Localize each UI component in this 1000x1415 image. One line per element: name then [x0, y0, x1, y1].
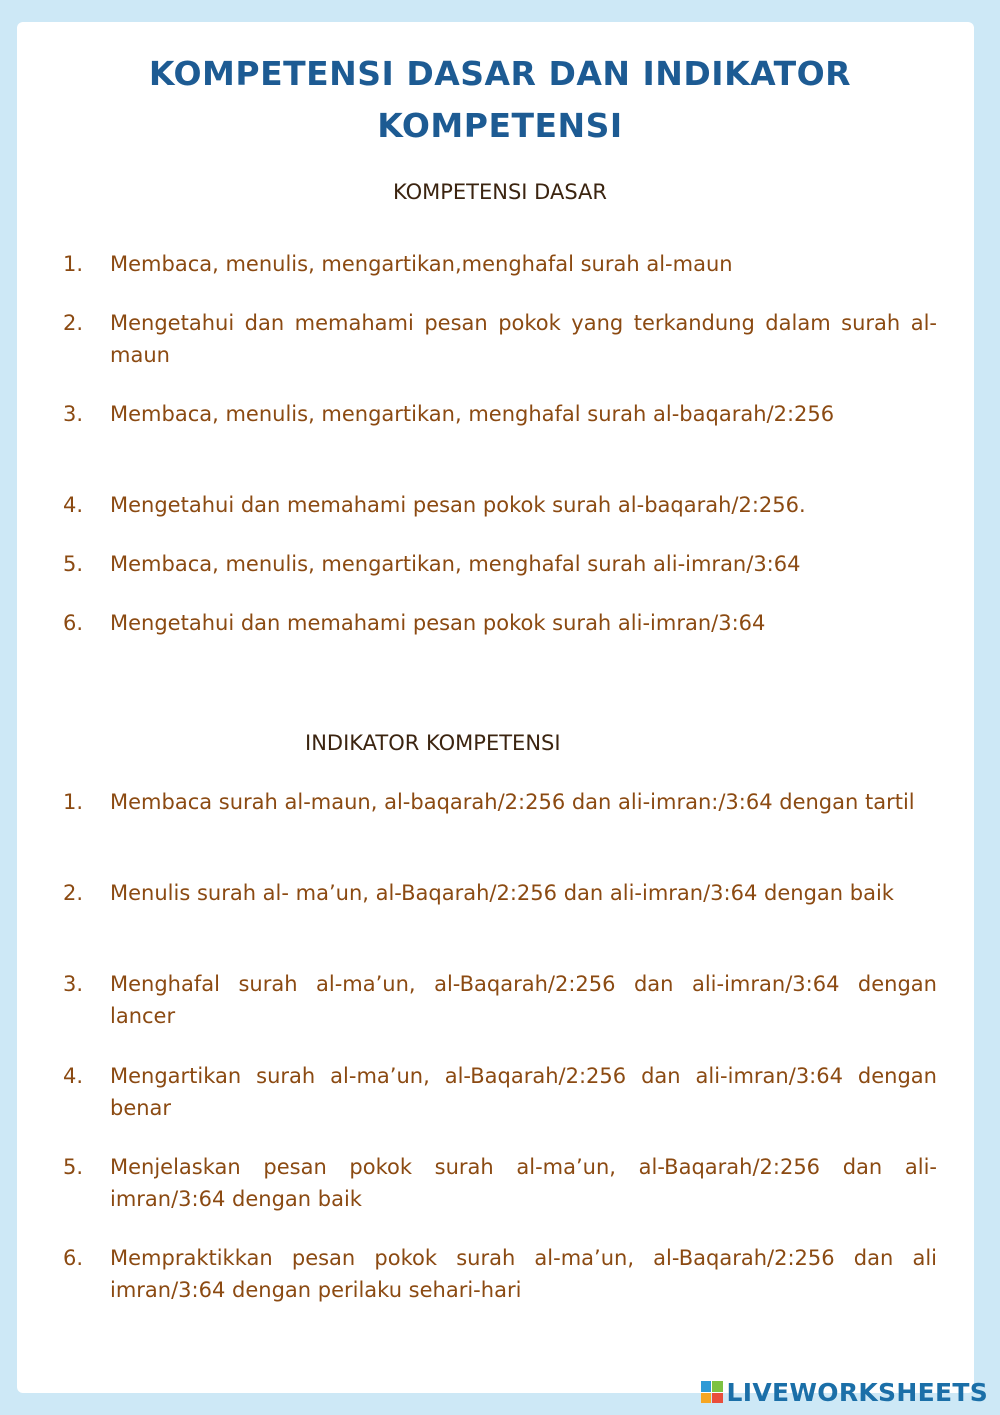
- list-item-number: 5.: [63, 552, 84, 576]
- section-heading-indikator-kompetensi: INDIKATOR KOMPETENSI: [305, 731, 561, 755]
- list-item-number: 2.: [63, 311, 84, 335]
- page-title-line-2: KOMPETENSI: [377, 106, 623, 145]
- list-item-number: 1.: [63, 790, 84, 814]
- list-item-text: Mempraktikkan pesan pokok surah al-ma’un, al-Baqarah/2:256 dan ali imran/3:64 dengan perilaku sehari-hari: [110, 1246, 937, 1302]
- list-item-text: Menghafal surah al-ma’un, al-Baqarah/2:256 dan ali-imran/3:64 dengan lancer: [110, 972, 937, 1028]
- list-item-text: Mengetahui dan memahami pesan pokok surah ali-imran/3:64: [110, 611, 766, 635]
- brand-name: LIVEWORKSHEETS: [726, 1377, 988, 1407]
- list-item-number: 4.: [63, 1064, 84, 1088]
- list-item-text: Menulis surah al- ma’un, al-Baqarah/2:256 dan ali-imran/3:64 dengan baik: [110, 881, 894, 905]
- list-item-text: Mengetahui dan memahami pesan pokok surah al-baqarah/2:256.: [110, 493, 806, 517]
- list-item-text: Menjelaskan pesan pokok surah al-ma’un, al-Baqarah/2:256 dan ali-imran/3:64 dengan baik: [110, 1155, 937, 1211]
- section-heading-kompetensi-dasar: KOMPETENSI DASAR: [392, 180, 608, 204]
- list-item-number: 6.: [63, 1246, 84, 1270]
- list-item-text: Membaca, menulis, mengartikan,menghafal surah al-maun: [110, 252, 733, 276]
- list-item-text: Mengetahui dan memahami pesan pokok yang terkandung dalam surah al-maun: [110, 311, 937, 367]
- list-item-text: Membaca surah al-maun, al-baqarah/2:256 dan ali-imran:/3:64 dengan tartil: [110, 790, 915, 814]
- list-item-number: 1.: [63, 252, 84, 276]
- list-item-number: 6.: [63, 611, 84, 635]
- list-item-text: Membaca, menulis, mengartikan, menghafal surah ali-imran/3:64: [110, 552, 801, 576]
- list-item-number: 2.: [63, 881, 84, 905]
- list-item-number: 5.: [63, 1155, 84, 1179]
- list-item-number: 3.: [63, 402, 84, 426]
- list-item-text: Membaca, menulis, mengartikan, menghafal surah al-baqarah/2:256: [110, 402, 835, 426]
- liveworksheets-logo-icon: [701, 1381, 723, 1403]
- list-item-text: Mengartikan surah al-ma’un, al-Baqarah/2:256 dan ali-imran/3:64 dengan benar: [110, 1064, 937, 1120]
- page-title-line-1: KOMPETENSI DASAR DAN INDIKATOR: [148, 54, 852, 93]
- liveworksheets-brand[interactable]: [701, 1377, 988, 1407]
- list-item-number: 4.: [63, 493, 84, 517]
- page-title: [0, 48, 1000, 152]
- list-item-number: 3.: [63, 972, 84, 996]
